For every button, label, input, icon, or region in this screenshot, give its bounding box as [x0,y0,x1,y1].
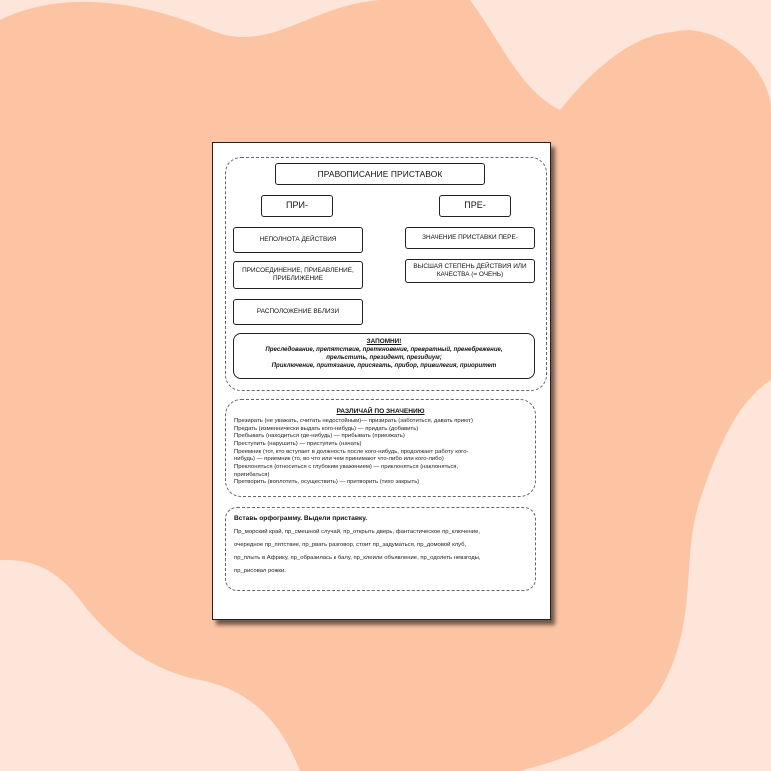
remember-line: Приключение, притязание, присягать, прибор, привилегия, приоритет [271,361,497,369]
exercise-line: пр_плыть в Африку, пр_образилась к балу, пр_клеили объявление, пр_одолеть невзгоды, [234,554,481,561]
distinguish-line: Презирать (не уважать, считать недостойным)— призирать (заботиться, давать приют) [234,418,473,424]
distinguish-frame [225,399,536,497]
exercise-line: очередное пр_пятствие, пр_рвать разговор, стоит пр_задуматься, пр_домовой клуб, [234,541,467,548]
distinguish-title: РАЗЛИЧАЙ ПО ЗНАЧЕНИЮ [336,408,425,415]
worksheet-title: ПРАВОПИСАНИЕ ПРИСТАВОК [275,163,485,185]
exercise-lines [234,526,531,578]
distinguish-line: Пребывать (находиться где-нибудь) — прибывать (приезжать) [234,433,405,440]
distinguish-line: Предать (изменнически выдать кого-нибудь) — придать (добавить) [234,425,419,432]
remember-box [233,333,535,379]
distinguish-lines [234,418,529,487]
distinguish-line: Преступить (нарушить) — приступить (начать) [234,441,362,448]
pre-prefix-heading: ПРЕ- [439,195,511,217]
pri-meaning-2: ПРИСОЕДИНЕНИЕ, ПРИБАВЛЕНИЕ, ПРИБЛИЖЕНИЕ [233,261,363,289]
exercise-line: пр_рисовал рожки. [234,567,286,574]
remember-line: Преследование, препятствие, преткновение, превратный, пренебрежение, [265,346,503,353]
distinguish-line: Преклоняться (относиться с глубоким уважением) — приклоняться (наклоняться, [234,464,459,471]
distinguish-line: нибудь) — приемник (то, во что или чем принимают что-либо или кого-либо) [234,456,444,463]
pri-meaning-1: НЕПОЛНОТА ДЕЙСТВИЯ [233,227,363,253]
pri-prefix-heading: ПРИ- [261,195,333,217]
remember-line: прельстить, президент, президиум; [326,353,442,361]
pre-meaning-2: ВЫСШАЯ СТЕПЕНЬ ДЕЙСТВИЯ ИЛИ КАЧЕСТВА (= ОЧЕНЬ) [405,259,535,283]
pre-meaning-1: ЗНАЧЕНИЕ ПРИСТАВКИ ПЕРЕ- [405,227,535,249]
worksheet-page [212,142,551,620]
pri-meaning-3: РАСПОЛОЖЕНИЕ ВБЛИЗИ [233,299,363,325]
exercise-frame [225,507,536,591]
exercise-title: Вставь орфограмму. Выдели приставку. [234,515,368,522]
distinguish-line: Претворить (воплотить, осуществить) — притворить (тихо закрыть) [234,479,420,486]
distinguish-line: Преемник (тот, кто вступает в должность после кого-нибудь, продолжает работу кого- [234,448,469,455]
exercise-line: Пр_морский край, пр_смешной случай, пр_открыть дверь, фантастическое пр_ключение, [234,529,480,535]
distinguish-line: пригибаться) [234,471,270,478]
remember-title: ЗАПОМНИ! [366,338,402,345]
